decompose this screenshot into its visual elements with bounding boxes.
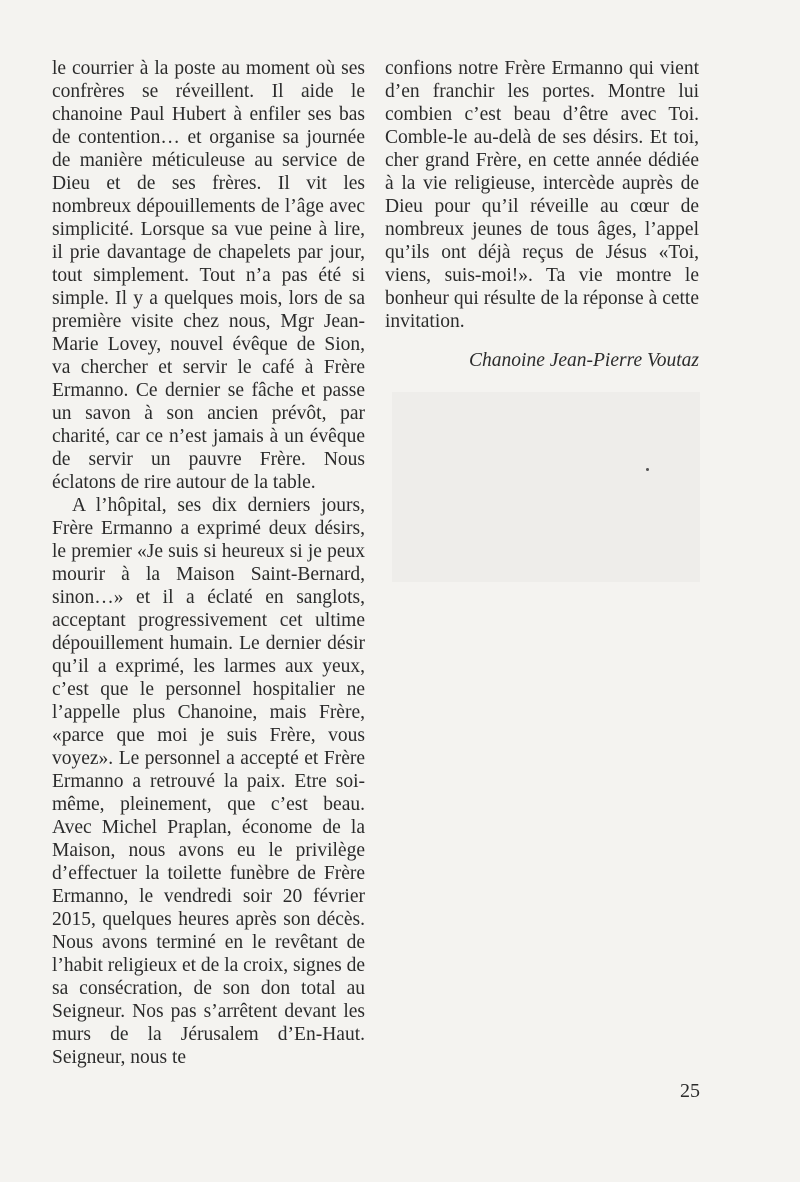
right-paragraph-1: confions notre Frère Ermanno qui vient d’en franchir les portes. Montre lui combien c’est beau d’être avec Toi. Comble-le au-delà de ses désirs. Et toi, cher grand Frère, en cette année dédiée à la vie religieuse, intercède auprès de Dieu pour qu’il réveille au cœur de nombreux jeunes de tous âges, l’appel qu’ils ont déjà reçus de Jésus «Toi, viens, suis-moi!». Ta vie montre le bonheur qui résulte de la réponse à cette invitation. xyxy=(385,58,699,332)
author-signature: Chanoine Jean-Pierre Voutaz xyxy=(469,350,699,371)
left-paragraph-1: le courrier à la poste au moment où ses confrères se réveillent. Il aide le chanoine Paul Hubert à enfiler ses bas de contention… et organise sa journée de manière méticuleuse au service de Dieu et de ses frères. Il vit les nombreux dépouillements de l’âge avec simplicité. Lorsque sa vue peine à lire, il prie davantage de chapelets par jour, tout simplement. Tout n’a pas été si simple. Il y a quelques mois, lors de sa première visite chez nous, Mgr Jean-Marie Lovey, nouvel évêque de Sion, va chercher et servir le café à Frère Ermanno. Ce dernier se fâche et passe un savon à son ancien prévôt, par charité, car ce n’est jamais à un évêque de servir un pauvre Frère. Nous éclatons de rire autour de la table. xyxy=(52,58,365,493)
left-paragraph-2: A l’hôpital, ses dix derniers jours, Frère Ermanno a exprimé deux désirs, le premier «Je suis si heureux si je peux mourir à la Maison Saint-Bernard, sinon…» et il a éclaté en sanglots, acceptant progressivement cet ultime dépouillement humain. Le dernier désir qu’il a exprimé, les larmes aux yeux, c’est que le personnel hospitalier ne l’appelle plus Chanoine, mais Frère, «parce que moi je suis Frère, vous voyez». Le personnel a accepté et Frère Ermanno a retrouvé la paix. Etre soi-même, pleinement, que c’est beau. Avec Michel Praplan, économe de la Maison, nous avons eu le privilège d’effectuer la toilette funèbre de Frère Ermanno, le vendredi soir 20 février 2015, quelques heures après son décès. Nous avons terminé en le revêtant de l’habit religieux et de la croix, signes de sa consécration, de son don total au Seigneur. Nos pas s’arrêtent devant les murs de la Jérusalem d’En-Haut. Seigneur, nous te xyxy=(52,495,365,1068)
right-text-column xyxy=(385,57,699,333)
ink-speck xyxy=(646,468,649,471)
page-number: 25 xyxy=(680,1080,700,1102)
left-text-column xyxy=(52,57,365,1069)
show-through-shadow xyxy=(392,392,700,582)
